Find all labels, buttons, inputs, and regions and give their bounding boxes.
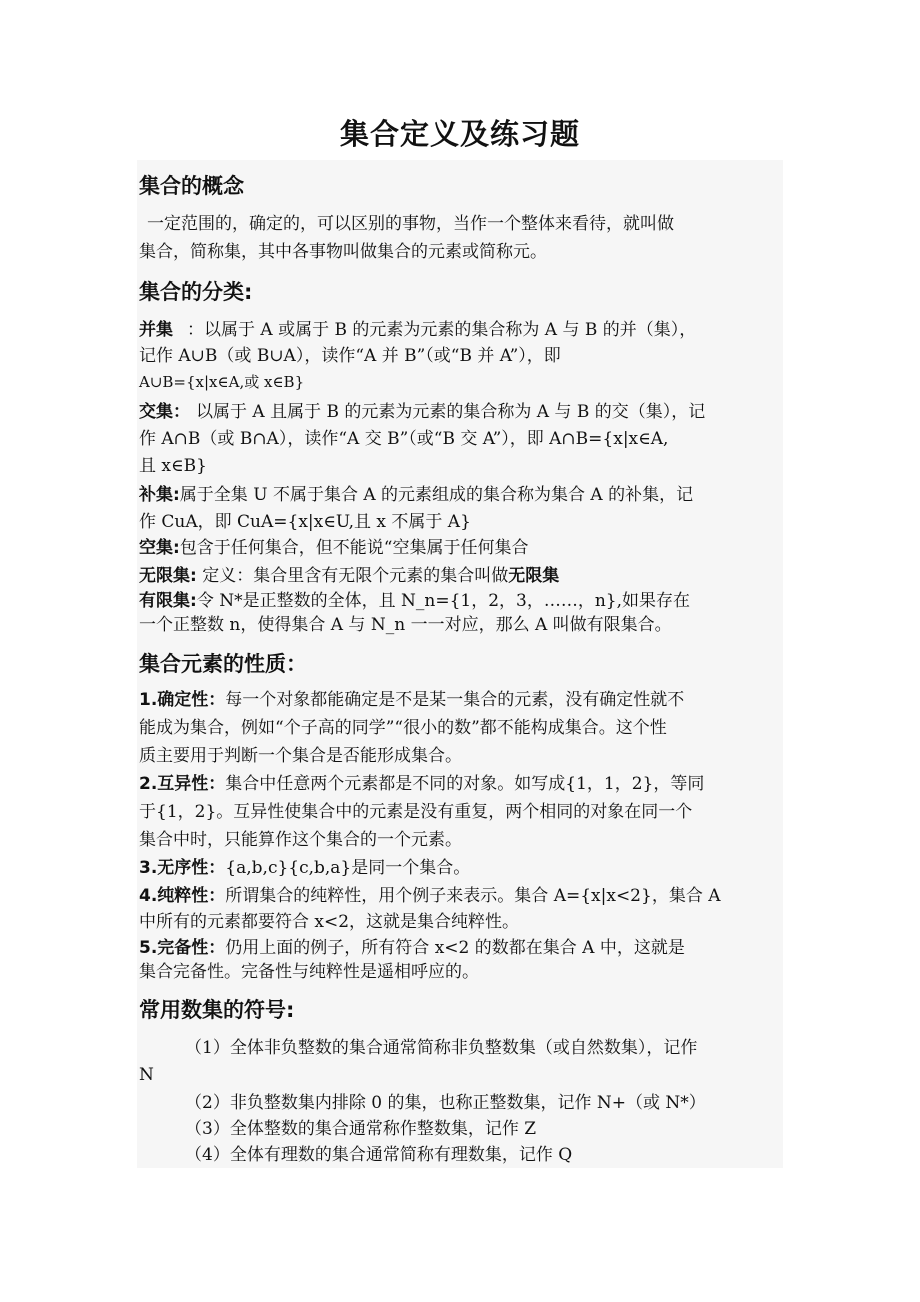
intersection-line-2: 作 A∩B（或 B∩A），读作“A 交 B”（或“B 交 A”），即 A∩B={x|x∈A,	[139, 429, 669, 449]
intersection-line-3: 且 x∈B}	[139, 456, 207, 476]
union-line-2: 记作 A∪B（或 B∪A），读作“A 并 B”（或“B 并 A”），即	[139, 346, 561, 366]
concept-line-2: 集合，简称集，其中各事物叫做集合的元素或简称元。	[139, 242, 547, 262]
property-5-text-1: 仍用上面的例子，所有符合 x<2 的数都在集合 A 中，这就是	[225, 938, 685, 958]
finite-line-2: 一个正整数 n，使得集合 A 与 N_n 一一对应，那么 A 叫做有限集合。	[139, 615, 672, 635]
symbol-3-line-1: （3）全体整数的集合通常称作整数集，记作 Z	[185, 1119, 537, 1139]
property-3-term: 3.无序性：	[139, 858, 226, 878]
finite-term: 有限集:	[139, 591, 197, 611]
finite-line-1	[139, 589, 783, 613]
properties-heading: 集合元素的性质：	[139, 652, 307, 676]
property-3-line-1	[139, 856, 783, 880]
property-4-line-1	[139, 884, 783, 908]
property-1-line-3: 质主要用于判断一个集合是否能形成集合。	[139, 746, 462, 766]
symbols-heading: 常用数集的符号:	[139, 998, 295, 1022]
property-5-term: 5.完备性：	[139, 938, 226, 958]
property-1-line-1	[139, 688, 783, 712]
union-text-1: ：以属于 A 或属于 B 的元素为元素的集合称为 A 与 B 的并（集），	[187, 320, 697, 340]
empty-line-1	[139, 536, 783, 560]
property-5-line-2: 集合完备性。完备性与纯粹性是遥相呼应的。	[139, 962, 479, 982]
symbol-4-line-1: （4）全体有理数的集合通常简称有理数集，记作 Q	[185, 1145, 573, 1165]
concept-line-1: 一定范围的，确定的，可以区别的事物，当作一个整体来看待，就叫做	[147, 214, 674, 234]
infinite-emph: 无限集	[508, 566, 560, 586]
union-term: 并集	[139, 320, 173, 340]
property-2-term: 2.互异性：	[139, 774, 226, 794]
union-line-1	[139, 318, 783, 342]
property-4-text-1: 所谓集合的纯粹性，用个例子来表示。集合 A={x|x<2}，集合 A	[225, 886, 721, 906]
infinite-term: 无限集:	[139, 566, 197, 586]
empty-term: 空集:	[139, 538, 180, 558]
complement-text-1: 属于全集 U 不属于集合 A 的元素组成的集合称为集合 A 的补集，记	[179, 485, 694, 505]
infinite-line-1	[139, 564, 783, 588]
property-4-line-2: 中所有的元素都要符合 x<2，这就是集合纯粹性。	[139, 912, 520, 932]
intersection-line-1	[139, 400, 783, 424]
finite-text-1: 令 N*是正整数的全体，且 N_n={1，2，3，……，n},如果存在	[196, 591, 690, 611]
property-2-line-3: 集合中时，只能算作这个集合的一个元素。	[139, 830, 462, 850]
property-2-text-1: 集合中任意两个元素都是不同的对象。如写成{1，1，2}，等同	[225, 774, 705, 794]
property-2-line-2: 于{1，2}。互异性使集合中的元素是没有重复，两个相同的对象在同一个	[139, 802, 693, 822]
symbol-2-line-1: （2）非负整数集内排除 0 的集，也称正整数集，记作 N+（或 N*）	[185, 1093, 706, 1113]
infinite-text-1: 定义：集合里含有无限个元素的集合叫做	[196, 566, 509, 586]
complement-term: 补集:	[139, 485, 180, 505]
property-1-text-1: 每一个对象都能确定是不是某一集合的元素，没有确定性就不	[225, 690, 685, 710]
property-1-line-2: 能成为集合，例如“个子高的同学”“很小的数”都不能构成集合。这个性	[139, 718, 667, 738]
empty-text-1: 包含于任何集合，但不能说“空集属于任何集合	[179, 538, 529, 558]
complement-line-2: 作 CuA，即 CuA={x|x∈U,且 x 不属于 A}	[139, 512, 471, 532]
property-4-term: 4.纯粹性：	[139, 886, 226, 906]
intersection-term: 交集：	[139, 402, 190, 422]
property-3-text-1: {a,b,c}{c,b,a}是同一个集合。	[225, 858, 471, 878]
complement-line-1	[139, 483, 783, 507]
symbol-1-line-2: N	[139, 1065, 154, 1085]
intersection-text-1: 以属于 A 且属于 B 的元素为元素的集合称为 A 与 B 的交（集），记	[196, 402, 706, 422]
page-title: 集合定义及练习题	[339, 117, 580, 151]
symbol-1-line-1: （1）全体非负整数的集合通常简称非负整数集（或自然数集），记作	[185, 1038, 698, 1058]
classification-heading: 集合的分类:	[139, 280, 253, 304]
union-line-3: A∪B={x|x∈A,或 x∈B}	[139, 373, 305, 391]
property-1-term: 1.确定性：	[139, 690, 226, 710]
concept-heading: 集合的概念	[139, 174, 244, 198]
property-2-line-1	[139, 772, 783, 796]
property-5-line-1	[139, 936, 783, 960]
